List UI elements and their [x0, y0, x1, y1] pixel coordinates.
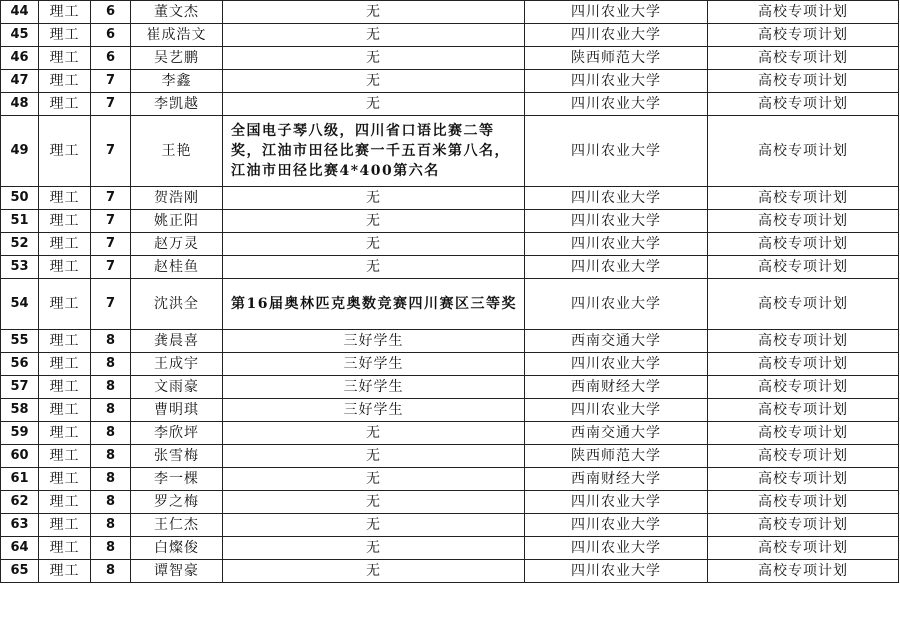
row-index: 54	[1, 279, 39, 330]
award-description: 三好学生	[223, 330, 525, 353]
table-row	[1, 210, 899, 233]
table-row	[1, 376, 899, 399]
row-index: 51	[1, 210, 39, 233]
subject-type: 理工	[39, 445, 91, 468]
university-name: 陕西师范大学	[525, 47, 708, 70]
admission-plan: 高校专项计划	[708, 47, 899, 70]
award-description: 无	[223, 491, 525, 514]
row-index: 52	[1, 233, 39, 256]
student-name: 李凯越	[131, 93, 223, 116]
university-name: 四川农业大学	[525, 187, 708, 210]
university-name: 四川农业大学	[525, 399, 708, 422]
subject-type: 理工	[39, 353, 91, 376]
table-row	[1, 187, 899, 210]
subject-type: 理工	[39, 279, 91, 330]
university-name: 四川农业大学	[525, 24, 708, 47]
student-name: 崔成浩文	[131, 24, 223, 47]
row-index: 60	[1, 445, 39, 468]
student-name: 赵万灵	[131, 233, 223, 256]
admission-plan: 高校专项计划	[708, 468, 899, 491]
row-index: 65	[1, 560, 39, 583]
university-name: 四川农业大学	[525, 233, 708, 256]
university-name: 四川农业大学	[525, 537, 708, 560]
student-name: 白燦俊	[131, 537, 223, 560]
admission-plan: 高校专项计划	[708, 353, 899, 376]
admission-plan: 高校专项计划	[708, 279, 899, 330]
grade-level: 6	[91, 47, 131, 70]
university-name: 四川农业大学	[525, 210, 708, 233]
row-index: 53	[1, 256, 39, 279]
row-index: 57	[1, 376, 39, 399]
award-description: 无	[223, 70, 525, 93]
subject-type: 理工	[39, 1, 91, 24]
subject-type: 理工	[39, 514, 91, 537]
university-name: 陕西师范大学	[525, 445, 708, 468]
row-index: 64	[1, 537, 39, 560]
admission-plan: 高校专项计划	[708, 70, 899, 93]
university-name: 西南财经大学	[525, 376, 708, 399]
row-index: 47	[1, 70, 39, 93]
award-description: 无	[223, 256, 525, 279]
admission-plan: 高校专项计划	[708, 514, 899, 537]
grade-level: 8	[91, 330, 131, 353]
student-name: 张雪梅	[131, 445, 223, 468]
table-row	[1, 445, 899, 468]
subject-type: 理工	[39, 399, 91, 422]
student-name: 李欣坪	[131, 422, 223, 445]
grade-level: 8	[91, 422, 131, 445]
admission-plan: 高校专项计划	[708, 399, 899, 422]
admission-plan: 高校专项计划	[708, 256, 899, 279]
subject-type: 理工	[39, 468, 91, 491]
admission-plan: 高校专项计划	[708, 187, 899, 210]
table-row	[1, 24, 899, 47]
subject-type: 理工	[39, 537, 91, 560]
subject-type: 理工	[39, 491, 91, 514]
subject-type: 理工	[39, 422, 91, 445]
table-row	[1, 116, 899, 187]
university-name: 四川农业大学	[525, 491, 708, 514]
student-name: 董文杰	[131, 1, 223, 24]
subject-type: 理工	[39, 116, 91, 187]
grade-level: 7	[91, 279, 131, 330]
admission-plan: 高校专项计划	[708, 491, 899, 514]
admission-plan: 高校专项计划	[708, 210, 899, 233]
subject-type: 理工	[39, 560, 91, 583]
university-name: 四川农业大学	[525, 1, 708, 24]
university-name: 四川农业大学	[525, 560, 708, 583]
table-row	[1, 560, 899, 583]
table-row	[1, 353, 899, 376]
table-row	[1, 491, 899, 514]
row-index: 59	[1, 422, 39, 445]
student-name: 王艳	[131, 116, 223, 187]
table-row	[1, 399, 899, 422]
grade-level: 8	[91, 491, 131, 514]
subject-type: 理工	[39, 233, 91, 256]
admission-plan: 高校专项计划	[708, 445, 899, 468]
row-index: 61	[1, 468, 39, 491]
subject-type: 理工	[39, 70, 91, 93]
student-name: 贺浩刚	[131, 187, 223, 210]
student-name: 李一棵	[131, 468, 223, 491]
student-name: 曹明琪	[131, 399, 223, 422]
subject-type: 理工	[39, 93, 91, 116]
table-row	[1, 514, 899, 537]
grade-level: 7	[91, 210, 131, 233]
grade-level: 6	[91, 24, 131, 47]
grade-level: 7	[91, 70, 131, 93]
table-row	[1, 330, 899, 353]
grade-level: 8	[91, 468, 131, 491]
table-row	[1, 1, 899, 24]
grade-level: 8	[91, 399, 131, 422]
subject-type: 理工	[39, 376, 91, 399]
award-description: 无	[223, 537, 525, 560]
university-name: 四川农业大学	[525, 353, 708, 376]
row-index: 48	[1, 93, 39, 116]
student-name: 王仁杰	[131, 514, 223, 537]
student-name: 文雨豪	[131, 376, 223, 399]
award-description: 三好学生	[223, 399, 525, 422]
row-index: 58	[1, 399, 39, 422]
row-index: 45	[1, 24, 39, 47]
subject-type: 理工	[39, 210, 91, 233]
student-name: 王成宇	[131, 353, 223, 376]
award-description: 三好学生	[223, 376, 525, 399]
admission-plan: 高校专项计划	[708, 24, 899, 47]
row-index: 55	[1, 330, 39, 353]
table-body	[1, 1, 899, 583]
table-row	[1, 233, 899, 256]
grade-level: 7	[91, 187, 131, 210]
grade-level: 8	[91, 376, 131, 399]
university-name: 四川农业大学	[525, 93, 708, 116]
student-name: 罗之梅	[131, 491, 223, 514]
university-name: 西南交通大学	[525, 422, 708, 445]
grade-level: 8	[91, 445, 131, 468]
student-name: 吴艺鹏	[131, 47, 223, 70]
award-description: 无	[223, 422, 525, 445]
award-description: 无	[223, 93, 525, 116]
row-index: 63	[1, 514, 39, 537]
table-row	[1, 537, 899, 560]
award-description: 无	[223, 24, 525, 47]
grade-level: 8	[91, 537, 131, 560]
student-name: 李鑫	[131, 70, 223, 93]
award-description: 无	[223, 468, 525, 491]
admission-plan: 高校专项计划	[708, 1, 899, 24]
admission-plan: 高校专项计划	[708, 330, 899, 353]
table-row	[1, 93, 899, 116]
student-name: 龚晨喜	[131, 330, 223, 353]
admission-plan: 高校专项计划	[708, 560, 899, 583]
university-name: 四川农业大学	[525, 514, 708, 537]
university-name: 西南交通大学	[525, 330, 708, 353]
table-row	[1, 70, 899, 93]
award-description: 第16届奥林匹克奥数竞赛四川赛区三等奖	[223, 279, 525, 330]
award-description: 无	[223, 233, 525, 256]
subject-type: 理工	[39, 187, 91, 210]
award-description: 无	[223, 1, 525, 24]
row-index: 56	[1, 353, 39, 376]
table-row	[1, 279, 899, 330]
table-row	[1, 468, 899, 491]
admission-plan: 高校专项计划	[708, 116, 899, 187]
student-name: 沈洪全	[131, 279, 223, 330]
award-description: 无	[223, 514, 525, 537]
admission-plan: 高校专项计划	[708, 93, 899, 116]
admission-plan: 高校专项计划	[708, 422, 899, 445]
university-name: 四川农业大学	[525, 116, 708, 187]
grade-level: 8	[91, 560, 131, 583]
table-row	[1, 422, 899, 445]
award-description: 无	[223, 445, 525, 468]
award-description: 三好学生	[223, 353, 525, 376]
student-name: 谭智豪	[131, 560, 223, 583]
subject-type: 理工	[39, 330, 91, 353]
row-index: 62	[1, 491, 39, 514]
subject-type: 理工	[39, 24, 91, 47]
university-name: 四川农业大学	[525, 279, 708, 330]
row-index: 50	[1, 187, 39, 210]
grade-level: 7	[91, 256, 131, 279]
table-row	[1, 47, 899, 70]
student-name: 姚正阳	[131, 210, 223, 233]
award-description: 无	[223, 210, 525, 233]
grade-level: 7	[91, 233, 131, 256]
award-description: 无	[223, 560, 525, 583]
table-row	[1, 256, 899, 279]
award-description: 无	[223, 187, 525, 210]
university-name: 四川农业大学	[525, 70, 708, 93]
subject-type: 理工	[39, 47, 91, 70]
grade-level: 6	[91, 1, 131, 24]
grade-level: 8	[91, 353, 131, 376]
student-name: 赵桂鱼	[131, 256, 223, 279]
admission-plan: 高校专项计划	[708, 537, 899, 560]
university-name: 西南财经大学	[525, 468, 708, 491]
grade-level: 8	[91, 514, 131, 537]
row-index: 49	[1, 116, 39, 187]
award-description: 无	[223, 47, 525, 70]
admission-plan: 高校专项计划	[708, 376, 899, 399]
subject-type: 理工	[39, 256, 91, 279]
row-index: 46	[1, 47, 39, 70]
admission-plan: 高校专项计划	[708, 233, 899, 256]
university-name: 四川农业大学	[525, 256, 708, 279]
award-description: 全国电子琴八级，四川省口语比赛二等奖，江油市田径比赛一千五百米第八名，江油市田径比赛4*400第六名	[223, 116, 525, 187]
grade-level: 7	[91, 93, 131, 116]
grade-level: 7	[91, 116, 131, 187]
row-index: 44	[1, 1, 39, 24]
